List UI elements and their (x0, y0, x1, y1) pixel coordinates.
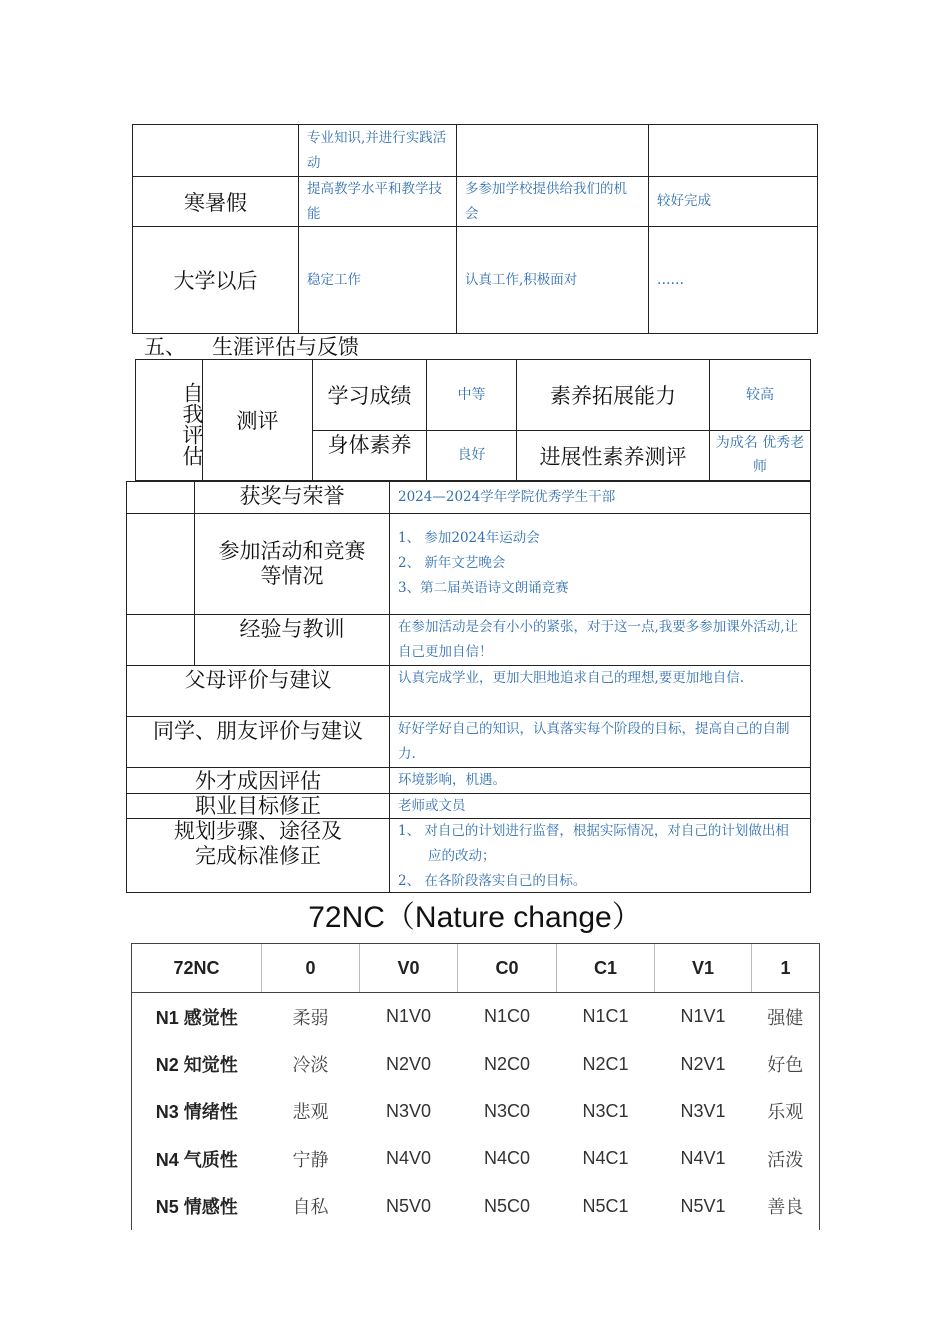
nc-cell: N2C0 (483, 1053, 531, 1074)
steps-list (389, 818, 811, 893)
friends-label: 同学、朋友评价与建议 (126, 716, 390, 768)
table-row (132, 993, 820, 1041)
plan-cell-goal: 稳定工作 (298, 226, 457, 334)
nc-header-cell: 72NC (132, 944, 262, 993)
self-eval-label-cell (135, 359, 203, 481)
nc-header-cell: V1 (655, 944, 752, 993)
quality-label: 素养拓展能力 (516, 359, 710, 431)
awards-value: 2024—2024学年学院优秀学生干部 (389, 481, 811, 514)
nc-cell: N4C1 (582, 1148, 629, 1169)
awards-label: 获奖与荣誉 (194, 481, 390, 514)
plan-cell-status: …… (648, 226, 818, 334)
table-row (132, 1088, 820, 1135)
study-label: 学习成绩 (312, 359, 427, 431)
nc-cell: N5C1 (582, 1195, 629, 1216)
plan-cell-goal: 专业知识,并进行实践活动 (298, 124, 457, 177)
nc-cell: N1V1 (680, 1006, 726, 1027)
nc-cell: N3V1 (680, 1100, 726, 1121)
activities-blank (126, 513, 195, 615)
body-label: 身体素养 (312, 430, 427, 481)
nc-cell: N4C0 (483, 1148, 531, 1169)
nc-cell: N1V0 (385, 1006, 432, 1027)
activities-label: 参加活动和竞赛等情况 (194, 513, 390, 615)
nc-cell: N2V1 (680, 1053, 726, 1074)
nc-cell: N3C0 (483, 1100, 531, 1121)
nc-row-label: N2 知觉性 (132, 1040, 262, 1087)
activity-item: 1、 参加2024年运动会 (398, 530, 540, 546)
nc-cell: N5V0 (385, 1195, 432, 1216)
activity-item: 3、第二届英语诗文朗诵竞赛 (398, 580, 569, 596)
progress-label: 进展性素养测评 (516, 430, 710, 481)
lessons-label: 经验与教训 (194, 614, 390, 666)
nc-table (131, 943, 820, 1230)
nc-header-cell: 0 (262, 944, 360, 993)
steps-label: 规划步骤、途径及完成标准修正 (126, 818, 390, 893)
nc-cell: N2C1 (582, 1053, 629, 1074)
self-eval-label: 自我评估 (180, 382, 204, 466)
parents-value: 认真完成学业，更加大胆地追求自己的理想,要更加地自信. (389, 665, 811, 717)
activity-item: 2、 新年文艺晚会 (398, 555, 506, 571)
table-row (132, 1040, 820, 1087)
nc-cell: N4V0 (385, 1148, 432, 1169)
quality-value: 较高 (709, 359, 811, 431)
nc-cell: 乐观 (752, 1088, 820, 1135)
awards-blank (126, 481, 195, 514)
study-value: 中等 (426, 359, 517, 431)
plan-cell-goal: 提高教学水平和教学技能 (298, 176, 457, 227)
self-eval-sub: 测评 (202, 359, 313, 481)
step-item: 2、 在各阶段落实自己的目标。 (398, 873, 587, 889)
lessons-blank (126, 614, 195, 666)
nc-cell: 善良 (752, 1183, 820, 1230)
external-label: 外才成因评估 (126, 767, 390, 794)
nc-cell: N5C0 (483, 1195, 531, 1216)
nc-header-row (132, 944, 820, 993)
nc-row-label: N4 气质性 (132, 1135, 262, 1182)
plan-cell-period-blank (132, 124, 299, 177)
plan-cell-measure: 认真工作,积极面对 (456, 226, 649, 334)
plan-cell-status (648, 124, 818, 177)
nc-header-cell: V0 (360, 944, 458, 993)
plan-cell-period: 寒暑假 (132, 176, 299, 227)
nc-cell: N1C1 (582, 1006, 629, 1027)
section-number: 五、 (144, 335, 186, 359)
nc-title: 72NC（Nature change） (308, 901, 642, 934)
nc-row-label: N1 感觉性 (132, 993, 262, 1041)
plan-cell-status: 较好完成 (648, 176, 818, 227)
table-row (132, 1135, 820, 1182)
lessons-value: 在参加活动是会有小小的紧张，对于这一点,我要多参加课外活动,让自己更加自信！ (389, 614, 811, 666)
nc-cell: N3V0 (385, 1100, 432, 1121)
nc-cell: 强健 (752, 993, 820, 1041)
friends-value: 好好学好自己的知识，认真落实每个阶段的目标，提高自己的自制力. (389, 716, 811, 768)
nc-cell: N1C0 (483, 1006, 531, 1027)
external-value: 环境影响，机遇。 (389, 767, 811, 794)
nc-cell: 宁静 (292, 1149, 329, 1171)
step-item: 1、 对自己的计划进行监督，根据实际情况，对自己的计划做出相应的改动； (398, 823, 789, 864)
nc-header-cell: 1 (752, 944, 820, 993)
progress-value: 为成名 优秀老师 (709, 430, 811, 481)
career-label: 职业目标修正 (126, 793, 390, 819)
nc-cell: 悲观 (292, 1102, 329, 1124)
nc-row-label: N5 情感性 (132, 1183, 262, 1230)
nc-header-cell: C0 (458, 944, 557, 993)
career-value: 老师或文员 (389, 793, 811, 819)
nc-cell: 活泼 (752, 1135, 820, 1182)
parents-label: 父母评价与建议 (126, 665, 390, 717)
nc-cell: N3C1 (582, 1100, 629, 1121)
nc-cell: 自私 (292, 1197, 329, 1219)
nc-cell: 冷淡 (292, 1055, 329, 1077)
nc-cell: N5V1 (680, 1195, 726, 1216)
nc-cell: 柔弱 (292, 1007, 329, 1029)
nc-row-label: N3 情绪性 (132, 1088, 262, 1135)
body-value: 良好 (426, 430, 517, 481)
activities-list (389, 513, 811, 615)
plan-cell-measure: 多参加学校提供给我们的机会 (456, 176, 649, 227)
plan-cell-measure (456, 124, 649, 177)
nc-cell: N2V0 (385, 1053, 432, 1074)
section-title: 生涯评估与反馈 (212, 335, 359, 359)
nc-cell: N4V1 (680, 1148, 726, 1169)
nc-header-cell: C1 (557, 944, 655, 993)
plan-cell-period: 大学以后 (132, 226, 299, 334)
table-row (132, 1183, 820, 1230)
nc-cell: 好色 (752, 1040, 820, 1087)
